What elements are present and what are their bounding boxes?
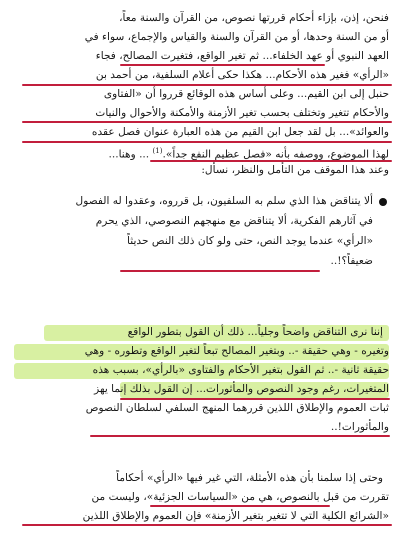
text-line: ضعيفاً؟!.. (330, 255, 373, 267)
bullet-icon (379, 198, 387, 206)
text-segment: لهذا الموضوع، ووصفه بأنه «فصل عظيم النفع جداً». (162, 148, 389, 160)
text-line: فنحن، إذن، بإزاء أحكام قررتها نصوص، من القرآن والسنة معاً، (119, 12, 389, 24)
text-line: إننا نرى التناقض واضحاً وجلياً... ذلك أن القول بتطور الواقع (127, 326, 383, 338)
text-segment: ... وهنا... (108, 148, 150, 160)
text-line: تقررت من قبل بالنصوص، هي من «السياسات الجزئية»، وليست من (91, 491, 389, 503)
text-line: ألا يتناقض هذا الذي سلم به السلفيون، بل قرروه، وعقدوا له الفصول (75, 195, 373, 207)
text-line: ثبات العموم والإطلاق اللذين قررهما المنهج السلفي لسلطان النصوص (85, 402, 389, 414)
underline-mark (120, 270, 320, 272)
footnote-reference: (1) (152, 147, 163, 155)
text-line: وحتى إذا سلمنا بأن هذه الأمثلة، التي غير فيها «الرأي» أحكاماً (116, 472, 383, 484)
text-line: والعوائد»... بل لقد جعل ابن القيم من هذه العبارة عنوان فصل عقده (91, 126, 389, 138)
text-line: وعند هذا الموقف من التأمل والنظر، نسأل: (201, 164, 389, 176)
text-line: «الرأي» فغير هذه الأحكام... هكذا حكى أعلام السلفية، من أحمد بن (95, 69, 389, 81)
text-line: في آثارهم الفكرية، ألا يتناقض مع منهجهم النصوصي، الذي يحرم (95, 215, 373, 227)
text-line (14, 143, 389, 160)
text-line: والأحكام تتغير وتختلف بحسب تغير الأزمنة والأمكنة والأحوال والنيات (95, 107, 389, 119)
text-line: أو من السنة وحدها، أو من القرآن والسنة والقياس والإجماع، سواء في (84, 31, 389, 43)
text-line: وتغيره - وهي حقيقة -.. وبتغير المصالح تبعاً لتغير الواقع وتطوره - وهي (84, 345, 389, 357)
text-line: حنبل إلى ابن القيم... وعلى أساس هذه الوقائع قرروا أن «الفتاوى (103, 88, 389, 100)
text-line: والمأثورات!.. (330, 421, 389, 433)
text-line: العهد النبوي أو عهد الخلفاء... ثم تغير الواقع، فتغيرت المصالح، فجاء (95, 50, 389, 62)
text-line: حقيقة ثانية -.. ثم القول بتغير الأحكام والفتاوى «بالرأي»، بسبب هذه (92, 364, 389, 376)
text-line: «الشرائع الكلية التي لا تتغير بتغير الأزمنة» فإن العموم والإطلاق اللذين (82, 510, 389, 522)
text-line: المتغيرات، رغم وجود النصوص والمأثورات... إن القول بذلك إنما يهز (94, 383, 389, 395)
text-line: «الرأي» عندما يوجد النص، حتى ولو كان ذلك النص حديثاً (127, 235, 373, 247)
